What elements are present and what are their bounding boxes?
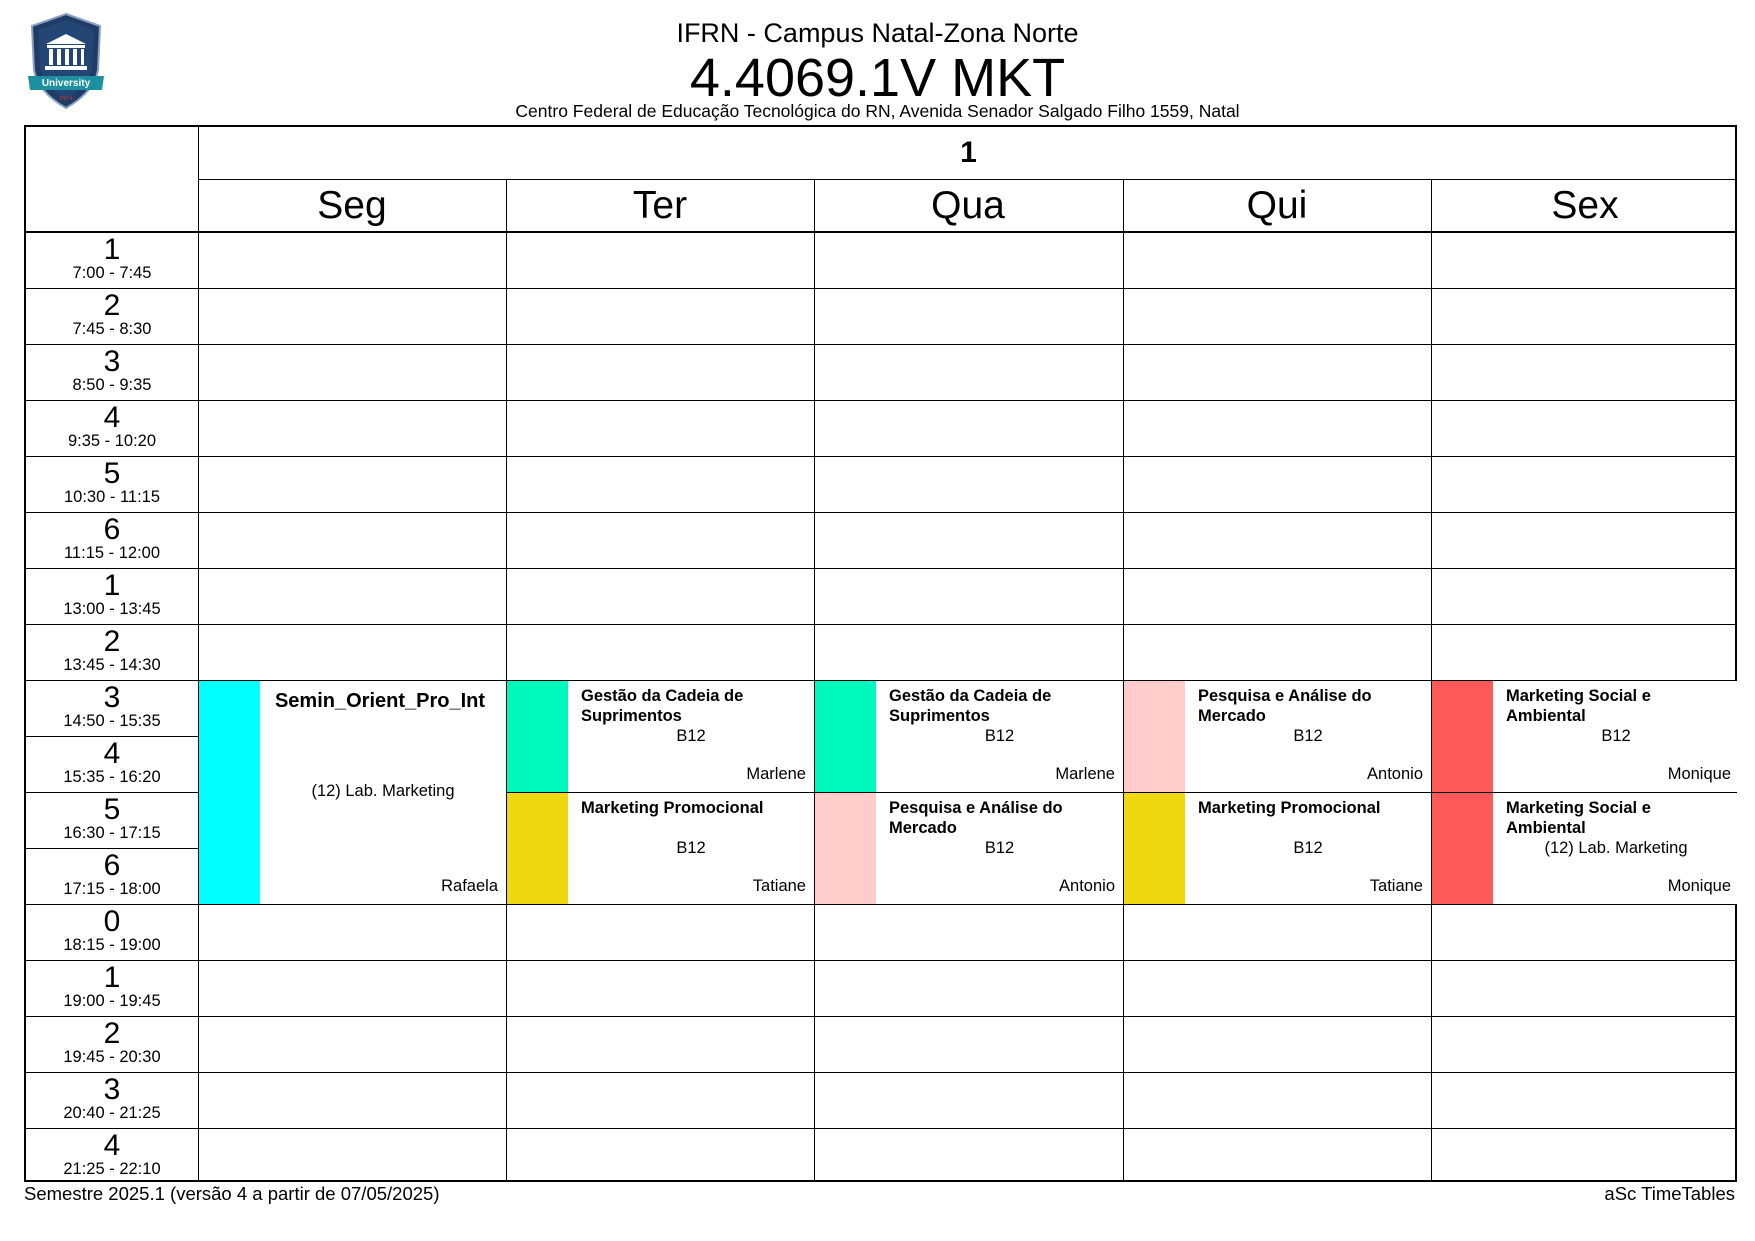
period-time: 14:50 - 15:35 xyxy=(63,712,161,730)
grid-line xyxy=(26,1072,1735,1073)
lesson-card[interactable] xyxy=(815,793,1123,904)
lesson-card[interactable] xyxy=(199,681,506,904)
lesson-card[interactable] xyxy=(1124,793,1431,904)
grid-line xyxy=(26,400,1735,401)
period-number: 6 xyxy=(103,513,121,546)
period-label xyxy=(26,400,198,456)
grid-line xyxy=(506,179,507,1180)
school-name: IFRN - Campus Natal-Zona Norte xyxy=(676,18,1079,48)
period-label xyxy=(26,960,198,1016)
period-time: 8:50 - 9:35 xyxy=(72,376,152,394)
grid-line xyxy=(198,127,199,1180)
school-address: Centro Federal de Educação Tecnológica do RN, Avenida Senador Salgado Filho 1559, Natal xyxy=(515,101,1240,121)
lesson-teacher: Antonio xyxy=(1367,765,1423,783)
grid-line xyxy=(26,456,1735,457)
grid-line xyxy=(26,1016,1735,1017)
lesson-card[interactable] xyxy=(507,793,814,904)
subject-color-strip xyxy=(1124,681,1185,792)
lesson-card[interactable] xyxy=(1124,681,1431,792)
period-time: 16:30 - 17:15 xyxy=(63,824,161,842)
lesson-teacher: Rafaela xyxy=(441,877,498,895)
lesson-subject: Pesquisa e Análise do Mercado xyxy=(889,799,1063,837)
lesson-room: (12) Lab. Marketing xyxy=(1544,839,1688,857)
period-number: 1 xyxy=(103,233,121,266)
lesson-subject: Marketing Social e Ambiental xyxy=(1506,799,1651,837)
svg-text:INC4: INC4 xyxy=(59,96,73,102)
lesson-card[interactable] xyxy=(815,681,1123,792)
period-time: 10:30 - 11:15 xyxy=(63,488,161,506)
day-header-ter: Ter xyxy=(632,184,688,227)
period-number: 3 xyxy=(103,345,121,378)
grid-line xyxy=(26,1128,1735,1129)
grid-line xyxy=(26,512,1735,513)
subject-color-strip xyxy=(507,681,568,792)
week-number: 1 xyxy=(960,136,977,169)
grid-line xyxy=(26,960,1735,961)
day-header-qui: Qui xyxy=(1246,184,1308,227)
period-number: 4 xyxy=(103,401,121,434)
period-number: 1 xyxy=(103,569,121,602)
period-time: 20:40 - 21:25 xyxy=(63,1104,161,1122)
lesson-teacher: Tatiane xyxy=(1369,877,1423,895)
lesson-subject: Gestão da Cadeia de Suprimentos xyxy=(581,687,744,725)
period-label xyxy=(26,792,198,848)
lesson-teacher: Marlene xyxy=(746,765,806,783)
lesson-room: B12 xyxy=(676,839,706,857)
subject-color-strip xyxy=(815,793,876,904)
lesson-card[interactable] xyxy=(1432,793,1739,904)
period-number: 3 xyxy=(103,1073,121,1106)
period-time: 21:25 - 22:10 xyxy=(63,1160,161,1178)
timetable-grid xyxy=(24,125,1737,1182)
period-label xyxy=(26,904,198,960)
period-number: 0 xyxy=(103,905,121,938)
grid-line xyxy=(1431,179,1432,1180)
subject-color-strip xyxy=(1124,793,1185,904)
period-label xyxy=(26,512,198,568)
grid-line xyxy=(1123,179,1124,1180)
period-label xyxy=(26,288,198,344)
lesson-room: B12 xyxy=(1293,727,1323,745)
period-label xyxy=(26,624,198,680)
period-time: 17:15 - 18:00 xyxy=(63,880,161,898)
lesson-subject: Pesquisa e Análise do Mercado xyxy=(1198,687,1372,725)
lesson-teacher: Monique xyxy=(1667,877,1731,895)
class-title: 4.4069.1V MKT xyxy=(689,48,1066,108)
day-header-seg: Seg xyxy=(317,184,387,227)
lesson-card[interactable] xyxy=(1432,681,1739,792)
period-label xyxy=(26,568,198,624)
subject-color-strip xyxy=(1432,793,1493,904)
period-time: 7:45 - 8:30 xyxy=(72,320,152,338)
subject-color-strip xyxy=(507,793,568,904)
subject-color-strip xyxy=(1432,681,1493,792)
period-time: 15:35 - 16:20 xyxy=(63,768,161,786)
period-label xyxy=(26,1072,198,1128)
lesson-room: (12) Lab. Marketing xyxy=(311,782,455,800)
lesson-subject: Gestão da Cadeia de Suprimentos xyxy=(889,687,1052,725)
subject-color-strip xyxy=(815,681,876,792)
period-number: 2 xyxy=(103,1017,121,1050)
lesson-card[interactable] xyxy=(507,681,814,792)
grid-line xyxy=(26,288,1735,289)
grid-line xyxy=(26,568,1735,569)
period-number: 6 xyxy=(103,849,121,882)
subject-color-strip xyxy=(199,681,260,904)
lesson-room: B12 xyxy=(1293,839,1323,857)
period-number: 3 xyxy=(103,681,121,714)
lesson-room: B12 xyxy=(984,727,1015,745)
svg-text:University: University xyxy=(41,78,91,89)
period-number: 4 xyxy=(103,1129,121,1162)
grid-line xyxy=(26,904,1735,905)
period-number: 2 xyxy=(103,625,121,658)
version-note: Semestre 2025.1 (versão 4 a partir de 07/05/2025) xyxy=(24,1183,440,1204)
day-header-qua: Qua xyxy=(931,184,1005,227)
lesson-teacher: Tatiane xyxy=(752,877,806,895)
period-label xyxy=(26,232,198,288)
period-time: 9:35 - 10:20 xyxy=(67,432,157,450)
period-label xyxy=(26,344,198,400)
period-label xyxy=(26,456,198,512)
grid-line xyxy=(26,624,1735,625)
period-label xyxy=(26,1128,198,1184)
lesson-room: B12 xyxy=(984,839,1015,857)
lesson-teacher: Antonio xyxy=(1059,877,1115,895)
period-number: 5 xyxy=(103,457,121,490)
period-label xyxy=(26,1016,198,1072)
lesson-subject: Semin_Orient_Pro_Int xyxy=(274,690,486,712)
generator-credit: aSc TimeTables xyxy=(1604,1183,1735,1204)
period-number: 5 xyxy=(103,793,121,826)
period-time: 19:00 - 19:45 xyxy=(63,992,161,1010)
period-label xyxy=(26,680,198,736)
grid-line xyxy=(26,344,1735,345)
period-number: 2 xyxy=(103,289,121,322)
lesson-subject: Marketing Promocional xyxy=(1198,799,1381,817)
lesson-subject: Marketing Social e Ambiental xyxy=(1506,687,1651,725)
period-label xyxy=(26,736,198,792)
grid-line xyxy=(814,179,815,1180)
lesson-teacher: Marlene xyxy=(1055,765,1115,783)
period-number: 4 xyxy=(103,737,121,770)
period-time: 18:15 - 19:00 xyxy=(63,936,161,954)
lesson-room: B12 xyxy=(1601,727,1631,745)
period-time: 13:45 - 14:30 xyxy=(63,656,161,674)
lesson-teacher: Monique xyxy=(1667,765,1731,783)
lesson-subject: Marketing Promocional xyxy=(581,799,764,817)
period-time: 19:45 - 20:30 xyxy=(63,1048,161,1066)
lesson-room: B12 xyxy=(676,727,706,745)
period-time: 13:00 - 13:45 xyxy=(63,600,161,618)
period-time: 11:15 - 12:00 xyxy=(63,544,161,562)
period-number: 1 xyxy=(103,961,121,994)
period-label xyxy=(26,848,198,904)
day-header-sex: Sex xyxy=(1551,184,1619,227)
period-time: 7:00 - 7:45 xyxy=(72,264,152,282)
